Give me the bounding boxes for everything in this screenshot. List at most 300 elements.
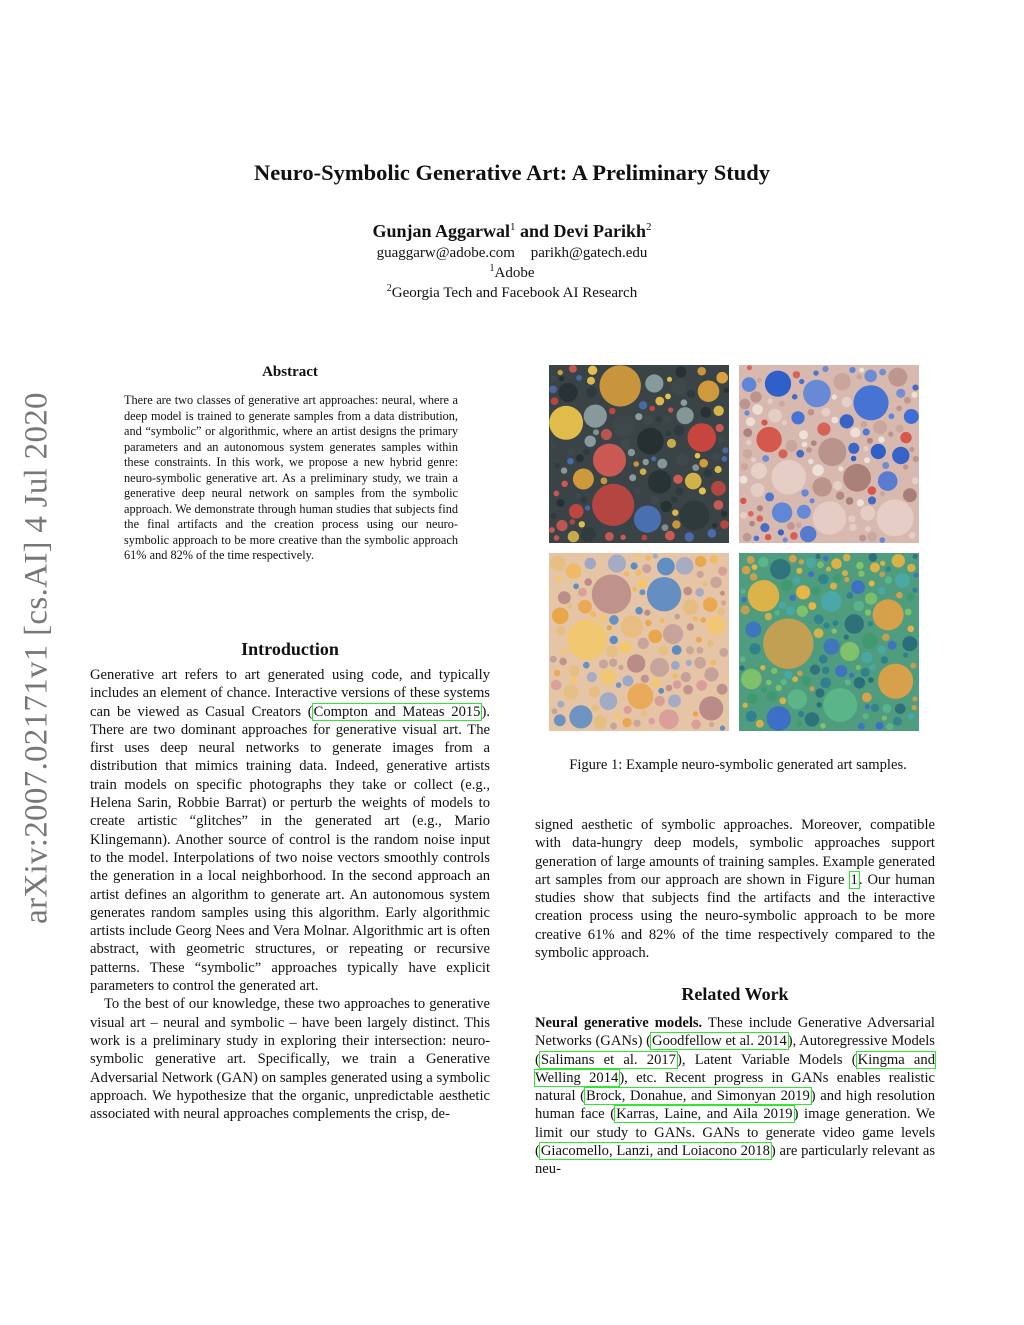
art-circle [639,589,645,595]
art-circle [743,533,752,542]
art-circle [790,532,798,540]
art-circle [694,657,706,669]
art-circle [741,669,762,690]
art-circle [767,691,778,702]
art-circle [657,459,667,469]
art-circle [695,453,701,459]
art-circle [722,447,728,453]
art-circle [610,636,618,644]
art-circle [908,626,915,633]
art-circle [635,607,643,615]
figure-caption: Figure 1: Example neuro-symbolic generated art samples. [569,757,907,773]
art-circle [743,428,752,437]
art-circle [798,711,804,717]
related-work-body: Neural generative models. These include Generative Adversarial Networks (GANs) (Goodfellow et al. 2014), Autoregressive Models (Salimans et al. 2017), Latent Variable Models (Kingma and Welling 2014), etc. Recent progress in GANs enables realistic natural (Brock, Donahue, and Simonyan 2019) and high resolution human face (Karras, Laine, and Aila 2019) image generation. We limit our study to GANs. GANs to generate video game levels (Giacomello, Lanzi, and Loiacono 2018) are particularly relevant as neu- [535,1015,935,1178]
art-circle [888,641,897,650]
author-1: Gunjan Aggarwal [372,221,510,241]
art-circle [657,558,675,576]
art-circle [624,706,632,714]
citation-link[interactable]: Compton and Mateas 2015 [313,703,481,720]
art-circle [599,614,607,622]
art-circle [792,676,798,682]
art-circle [859,535,866,542]
art-circle [683,599,699,615]
art-circle [814,614,824,624]
art-circle [556,576,562,582]
art-circle [551,513,557,519]
art-circle [823,688,857,722]
art-circle [817,423,830,436]
art-circle [629,474,636,481]
art-circle [811,440,817,446]
art-circle [556,499,564,507]
introduction-body [90,666,490,1123]
right-column-continuation: signed aesthetic of symbolic approaches. Moreover, compatible with data-hungry deep models, symbolic approaches support generation of large amounts of training samples. Example generated art samples from our approach are shown in Figure 1. Our human studies show that subjects find the artifacts and the interactive creation process using the neuro-symbolic approach to be more creative 61% and 82% of the time respectively compared to the symbolic approach. [535,817,935,962]
art-circle [581,497,588,504]
art-circle [744,410,749,415]
art-circle [695,556,706,567]
art-circle [885,576,892,583]
art-circle [648,470,671,493]
art-circle [559,658,567,666]
figure-panel-1 [549,365,729,543]
art-circle [606,646,618,658]
art-circle [833,574,841,582]
art-circle [575,492,581,498]
art-circle [566,563,582,579]
art-circle [632,587,637,592]
art-circle [840,414,854,428]
art-circle [561,649,566,654]
art-circle [793,577,801,585]
art-circle [739,476,747,484]
art-circle [784,671,792,679]
art-circle [847,592,854,599]
art-circle [742,566,751,575]
art-circle [549,527,555,533]
art-circle [720,591,725,596]
art-circle [551,376,557,382]
art-circle [746,417,755,426]
art-circle [666,685,673,692]
art-circle [873,420,887,434]
art-circle [747,365,752,370]
art-circle [765,492,774,501]
art-circle [758,557,768,567]
art-circle [813,370,818,375]
art-circle [820,678,831,689]
art-circle [686,646,694,654]
art-circle [878,664,913,699]
art-circle [878,587,886,595]
art-circle [645,374,663,392]
art-circle [555,463,560,468]
art-circle [878,645,887,654]
art-circle [637,428,664,455]
art-circle [643,459,649,465]
art-circle [752,564,758,570]
figure-ref-link[interactable]: 1 [850,871,858,888]
art-circle [757,515,764,522]
art-circle [613,415,635,437]
art-circle [706,616,725,635]
art-circle [862,633,878,649]
art-circle [833,373,850,390]
art-circle [658,688,664,694]
art-circle [796,450,804,458]
art-circle [716,372,728,384]
art-circle [697,571,704,578]
art-circle [686,660,692,666]
author-emails [0,245,1024,262]
art-circle [877,499,914,536]
citation-link[interactable]: Karras, Laine, and Aila 2019 [616,1106,793,1123]
art-circle [779,401,785,407]
art-circle [880,491,885,496]
art-circle [787,522,795,530]
art-circle [554,491,560,497]
figure-panel-2 [739,365,919,543]
art-circle [552,608,569,625]
art-circle [715,466,722,473]
art-circle [672,520,680,528]
art-circle [770,559,791,580]
art-circle [551,680,562,691]
art-circle [704,469,713,478]
art-circle [549,386,557,394]
art-circle [810,686,815,691]
art-circle [696,680,707,691]
art-circle [797,605,808,616]
art-circle [762,455,769,462]
art-circle [717,608,725,616]
art-circle [567,620,608,661]
art-circle [912,385,918,391]
art-circle [627,683,653,709]
art-circle [760,665,765,670]
art-circle [607,625,612,630]
art-circle [860,506,875,521]
art-circle [856,665,861,670]
art-circle [821,408,830,417]
art-circle [655,397,664,406]
art-circle [765,371,791,397]
art-circle [857,374,863,380]
art-circle [822,366,828,372]
art-circle [886,723,893,730]
art-circle [910,663,916,669]
art-circle [796,585,810,599]
art-circle [559,376,564,381]
art-circle [710,555,718,563]
art-circle [685,473,702,490]
art-circle [751,457,756,462]
art-circle [661,501,672,512]
art-circle [587,672,597,682]
art-circle [896,406,902,412]
art-circle [645,620,651,626]
art-circle [814,628,824,638]
art-circle [878,436,884,442]
art-circle [756,720,764,728]
art-circle [549,406,583,440]
art-circle [569,705,592,728]
art-circle [853,385,888,420]
art-circle [646,555,652,561]
art-circle [741,597,747,603]
art-circle [765,534,771,540]
art-circle [663,624,683,644]
art-circle [562,481,568,487]
art-circle [802,676,812,686]
art-circle [878,471,898,491]
art-circle [683,685,693,695]
art-circle [815,688,824,697]
art-circle [688,423,717,452]
art-circle [703,597,717,611]
art-circle [638,579,648,589]
art-circle [659,646,669,656]
art-circle [601,429,612,440]
art-circle [616,682,622,688]
art-circle [818,438,846,466]
art-circle [801,489,808,496]
figure-panel-3 [549,553,729,731]
art-circle [667,439,676,448]
art-circle [800,526,816,542]
art-circle [857,499,864,506]
art-circle [699,696,723,720]
art-circle [865,704,870,709]
art-circle [635,489,641,495]
art-circle [768,409,782,423]
intro-paragraph-2: To the best of our knowledge, these two approaches to generative visual art – neural and symbolic – have been largely distinct. This work is a preliminary study in exploring their intersection: neuro-symbolic generative art. Specifically, we train a Generative Adversarial Network (GAN) on samples generated using a symbolic approach. We hypothesize that the organic, unpredictable aesthetic associated with neural approaches complements the crisp, de- [90,996,490,1123]
art-circle [741,463,748,470]
art-circle [817,702,822,707]
art-circle [672,645,682,655]
art-circle [609,615,619,625]
art-circle [850,427,860,437]
art-circle [717,684,728,695]
art-circle [696,637,702,643]
art-circle [718,437,725,444]
art-circle [876,722,884,730]
citation-link[interactable]: Brock, Donahue, and Simonyan 2019 [586,1088,810,1105]
email-1[interactable]: guaggarw@adobe.com [376,245,515,261]
art-circle [673,674,678,679]
art-circle [908,713,914,719]
citation-link[interactable]: Salimans et al. 2017 [540,1051,676,1068]
art-circle [854,677,865,688]
art-circle [585,436,596,447]
art-circle [743,449,752,458]
art-circle [563,685,578,700]
figure-panel-4 [739,553,919,731]
art-circle [868,677,874,683]
art-circle [585,505,590,510]
art-circle [811,586,820,595]
art-circle [570,677,577,684]
art-circle [655,696,665,706]
art-circle [896,592,902,598]
art-circle [870,563,880,573]
art-circle [880,561,885,566]
art-circle [779,697,786,704]
art-circle [636,554,641,559]
art-circle [888,368,907,387]
art-circle [830,583,837,590]
art-circle [749,521,755,527]
art-circle [836,492,844,500]
art-circle [806,558,816,568]
art-circle [913,573,918,578]
art-circle [700,617,706,623]
art-circle [808,602,816,610]
art-circle [665,394,671,400]
art-circle [608,554,626,572]
art-circle [791,411,804,424]
art-circle [757,378,762,383]
art-circle [600,669,616,685]
art-circle [842,570,848,576]
art-circle [748,511,754,517]
art-circle [864,370,877,383]
art-circle [641,535,647,541]
art-circle [687,390,695,398]
art-circle [863,713,869,719]
art-circle [692,464,699,471]
art-circle [905,609,912,616]
art-circle [667,377,672,382]
art-circle [851,456,857,462]
art-circle [707,529,716,538]
art-circle [648,630,662,644]
art-circle [622,718,631,727]
art-circle [593,429,599,435]
art-circle [869,553,878,562]
art-circle [819,655,828,664]
art-circle [823,556,829,562]
art-circle [793,371,800,378]
art-circle [643,415,653,425]
art-circle [779,602,787,610]
art-circle [554,535,560,541]
art-circle [749,643,760,654]
art-circle [909,532,916,539]
art-circle [882,462,889,469]
art-circle [856,562,864,570]
art-circle [868,486,877,495]
art-circle [892,447,909,464]
art-circle [892,554,905,567]
art-circle [796,522,802,528]
art-circle [552,708,558,714]
art-circle [675,488,683,496]
art-circle [869,581,875,587]
art-circle [576,454,584,462]
art-circle [583,449,590,456]
art-circle [561,467,567,473]
art-circle [627,654,645,672]
art-circle [858,570,864,576]
art-circle [659,618,664,623]
art-circle [585,558,597,570]
art-circle [558,370,563,375]
affiliation-1: $^1$Adobe [489,263,535,281]
art-circle [601,477,608,484]
art-circle [676,557,694,575]
art-circle [746,711,757,722]
art-circle [810,498,815,503]
art-circle [702,581,707,586]
art-circle [812,464,824,476]
art-circle [792,394,798,400]
art-circle [699,459,708,468]
art-circle [635,569,642,576]
art-circle [710,577,721,588]
art-circle [741,605,750,614]
art-circle [628,449,635,456]
art-circle [879,571,885,577]
art-circle [714,406,724,416]
art-circle [833,620,839,626]
art-circle [662,524,669,531]
citation-link[interactable]: Kingma and Welling 2014 [535,1051,935,1086]
art-circle [912,392,918,398]
art-circle [610,723,617,730]
art-circle [840,642,859,661]
art-circle [861,652,872,663]
art-circle [752,404,763,415]
art-circle [573,469,594,490]
art-circle [650,658,669,677]
art-circle [813,501,846,534]
art-circle [592,575,631,614]
art-circle [557,701,564,708]
art-circle [700,407,711,418]
art-circle [554,670,561,677]
intro-paragraph-1: Generative art refers to art generated using code, and typically includes an element of chance. Interactive versions of these systems can be viewed as Casual Creators (Compton and Mateas 2015). There are two dominant approaches for generative visual art. The first uses deep neural networks to generate images from a distribution that mimics training data. Indeed, generative artists train models on specific photographs they take or collect (e.g., Helena Sarin, Robbie Barrat) or perturb the weights of models to create artistic “glitches” in the generated art (e.g., Mario Klingemann). Another source of control is the random noise input to the model. Interpolations of two noise vectors smoothly controls the generation in a local neighborhood. In the second approach an artist defines an algorithm to generate art. An autonomous system generates random samples using this algorithm. Early algorithmic artists include Georg Nees and Vera Molnar. Algorithmic art is often abstract, with geometric structures, or repeating or recursive patterns. These “symbolic” approaches typically have explicit parameters to control the generated art. [90,667,490,995]
introduction-heading: Introduction [241,639,339,659]
art-circle [754,536,760,542]
art-circle [567,604,572,609]
art-circle [747,556,755,564]
art-circle [681,399,688,406]
art-circle [858,723,865,730]
art-circle [699,487,706,494]
citation-link[interactable]: Goodfellow et al. 2014 [652,1033,787,1050]
art-circle [844,577,849,582]
art-circle [668,407,673,412]
art-circle [621,616,643,638]
paragraph-heading: Neural generative models. [535,1015,703,1031]
citation-link[interactable]: Giacomello, Lanzi, and Loiacono 2018 [540,1143,770,1160]
art-circle [680,501,710,531]
art-circle [573,583,579,589]
art-circle [714,500,724,510]
art-circle [558,591,571,604]
art-circle [671,661,680,670]
art-circle [605,532,614,541]
art-circle [799,379,804,384]
art-circle [592,704,600,712]
email-2[interactable]: parikh@gatech.edu [530,245,648,261]
art-circle [556,520,567,531]
art-circle [589,686,600,697]
art-circle [849,367,855,373]
art-circle [556,626,566,636]
art-circle [740,656,746,662]
